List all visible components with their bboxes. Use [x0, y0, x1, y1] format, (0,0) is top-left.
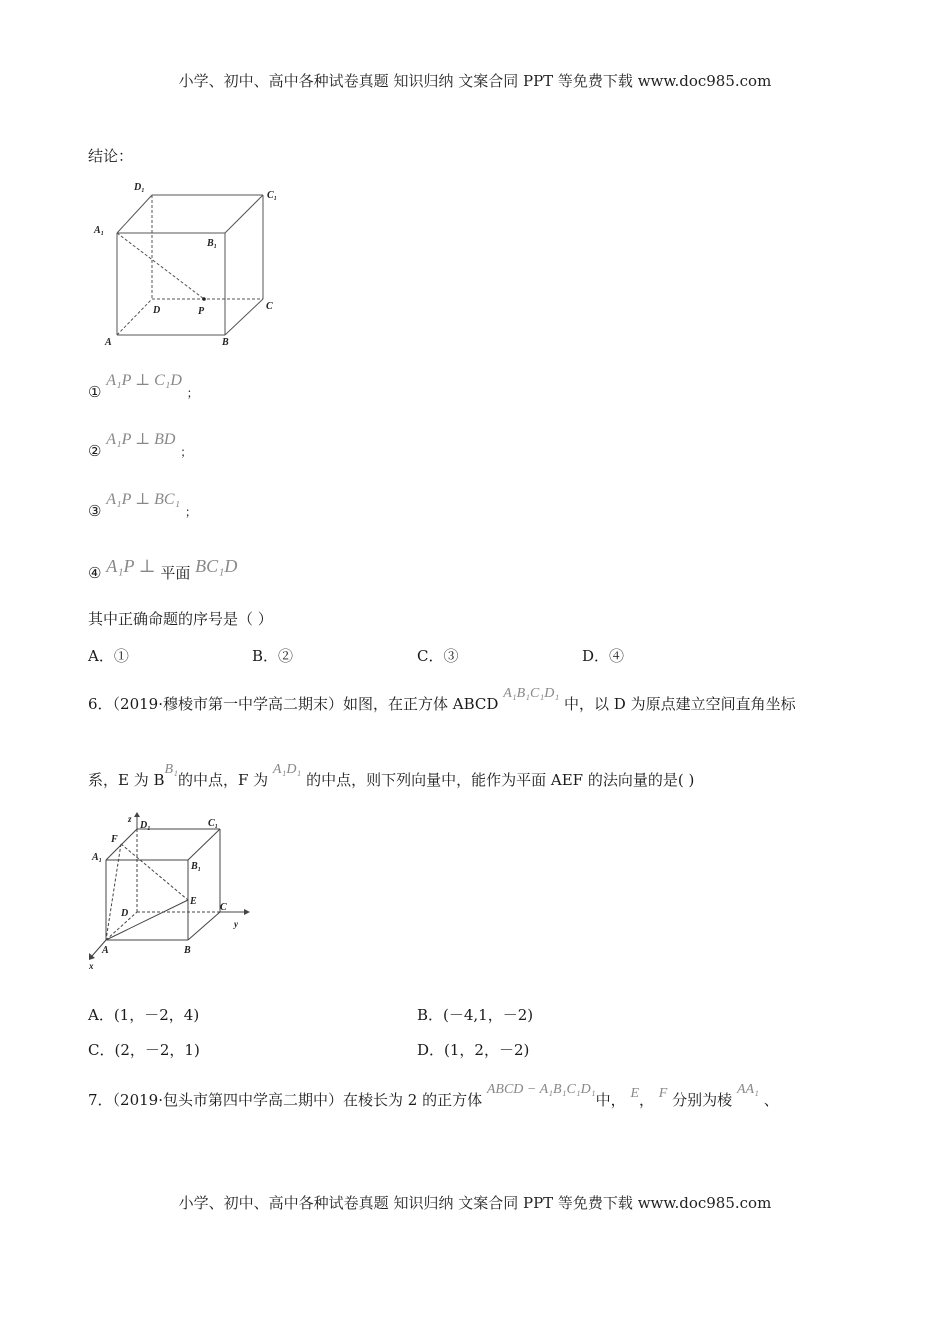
- q6-line1-math: A₁B₁C₁D₁: [503, 686, 560, 701]
- q7-math-cube: ABCD − A₁B₁C₁D₁: [486, 1082, 596, 1097]
- statement-4: [88, 556, 238, 583]
- q6-line2-b: 的中点，F 为: [177, 771, 269, 789]
- label-c: C: [266, 301, 273, 312]
- label-d: D: [153, 305, 161, 316]
- q6-option-d[interactable]: D．(1，2，－2): [417, 1041, 530, 1059]
- axis-y-arrow: [244, 909, 250, 915]
- label-b: B: [184, 945, 191, 956]
- label-a: A: [105, 337, 112, 348]
- edge-b1c1: [225, 195, 263, 233]
- label-b: B: [222, 337, 229, 348]
- page-footer: 小学、初中、高中各种试卷真题 知识归纳 文案合同 PPT 等免费下载 www.doc985.com: [178, 1194, 772, 1212]
- q5-prompt: 其中正确命题的序号是（ ）: [88, 610, 273, 628]
- edge-a1d1: [117, 195, 152, 233]
- q7-line-1: [88, 1082, 779, 1112]
- q6-line1-suffix: 中，以 D 为原点建立空间直角坐标: [564, 695, 796, 713]
- q6-line-1: [88, 686, 796, 716]
- q7-prefix: 7．（2019·包头市第四中学高二期中）在棱长为 2 的正方体: [88, 1091, 483, 1109]
- q7-comma: ，: [639, 1091, 655, 1109]
- segment-fe: [121, 844, 188, 900]
- label-b1: B₁: [207, 238, 218, 249]
- statement-2: [88, 431, 193, 462]
- label-a1: A₁: [94, 225, 105, 236]
- page-header: 小学、初中、高中各种试卷真题 知识归纳 文案合同 PPT 等免费下载 www.doc985.com: [178, 72, 772, 90]
- label-a1: A₁: [92, 852, 103, 863]
- q6-option-a[interactable]: A．(1，－2，4): [88, 1006, 200, 1024]
- segment-a1p: [117, 233, 204, 299]
- q7-mid2: 分别为棱: [672, 1091, 733, 1109]
- statement-num: ③: [88, 502, 102, 520]
- statement-math: A₁P ⊥ BC₁: [106, 491, 181, 508]
- cube-figure-q5: [90, 178, 290, 350]
- q6-line2-math2: A₁D₁: [272, 762, 302, 777]
- conclusion-label: 结论：: [88, 147, 134, 165]
- label-c: C: [220, 902, 227, 913]
- q5-option-b[interactable]: B．②: [252, 647, 294, 665]
- point-p: [202, 297, 206, 301]
- label-b1: B₁: [191, 861, 202, 872]
- label-d1: D₁: [134, 182, 145, 193]
- edge-bc: [188, 912, 220, 940]
- q7-tail: 、: [763, 1091, 779, 1109]
- label-f: F: [111, 834, 118, 845]
- q7-mid1: 中，: [595, 1091, 626, 1109]
- statement-num: ①: [88, 383, 102, 401]
- q6-line1-prefix: 6．（2019·穆棱市第一中学高二期末）如图，在正方体 ABCD: [88, 695, 499, 713]
- cube-figure-q6: [84, 812, 254, 972]
- label-c1: C₁: [208, 818, 219, 829]
- label-c1: C₁: [267, 190, 278, 201]
- q6-line-2: [88, 762, 695, 792]
- statement-tail: ；: [180, 445, 193, 459]
- statement-1: [88, 372, 199, 403]
- q7-math-edge: AA₁: [736, 1082, 759, 1097]
- edge-bc: [225, 299, 263, 335]
- q5-option-d[interactable]: D．④: [582, 647, 625, 665]
- statement-word-plane: 平面: [160, 564, 191, 582]
- label-a: A: [102, 945, 109, 956]
- edge-b1c1: [188, 829, 220, 860]
- q6-line2-math1: B₁: [164, 762, 178, 777]
- statement-3: [88, 491, 197, 522]
- statement-num: ②: [88, 442, 102, 460]
- label-e: E: [190, 896, 197, 907]
- statement-math-b: BC₁D: [195, 556, 238, 576]
- q6-line2-c: 的中点，则下列向量中，能作为平面 AEF 的法向量的是( ): [306, 771, 695, 789]
- q6-option-c[interactable]: C．(2，－2，1): [88, 1041, 200, 1059]
- statement-math: A₁P ⊥ BD: [106, 431, 176, 448]
- q6-option-b[interactable]: B．(－4,1，－2): [417, 1006, 534, 1024]
- q5-option-a[interactable]: A．①: [88, 647, 129, 665]
- label-z: z: [128, 814, 132, 824]
- q5-option-c[interactable]: C．③: [417, 647, 459, 665]
- label-x: x: [89, 961, 94, 971]
- statement-tail: ；: [184, 505, 197, 519]
- q6-line2-a: 系，E 为 B: [88, 771, 165, 789]
- axis-z-arrow: [134, 812, 140, 817]
- statement-math-a: A₁P ⊥: [106, 556, 156, 576]
- label-y: y: [234, 919, 238, 929]
- segment-ae: [106, 900, 188, 940]
- q7-math-e: E: [630, 1086, 639, 1101]
- edge-ad-hidden: [117, 299, 152, 335]
- statement-tail: ；: [186, 386, 199, 400]
- label-p: P: [198, 306, 205, 317]
- statement-math: A₁P ⊥ C₁D: [106, 372, 182, 389]
- label-d1: D₁: [140, 820, 151, 831]
- q7-math-f: F: [658, 1086, 668, 1101]
- statement-num: ④: [88, 564, 102, 582]
- label-d: D: [121, 908, 129, 919]
